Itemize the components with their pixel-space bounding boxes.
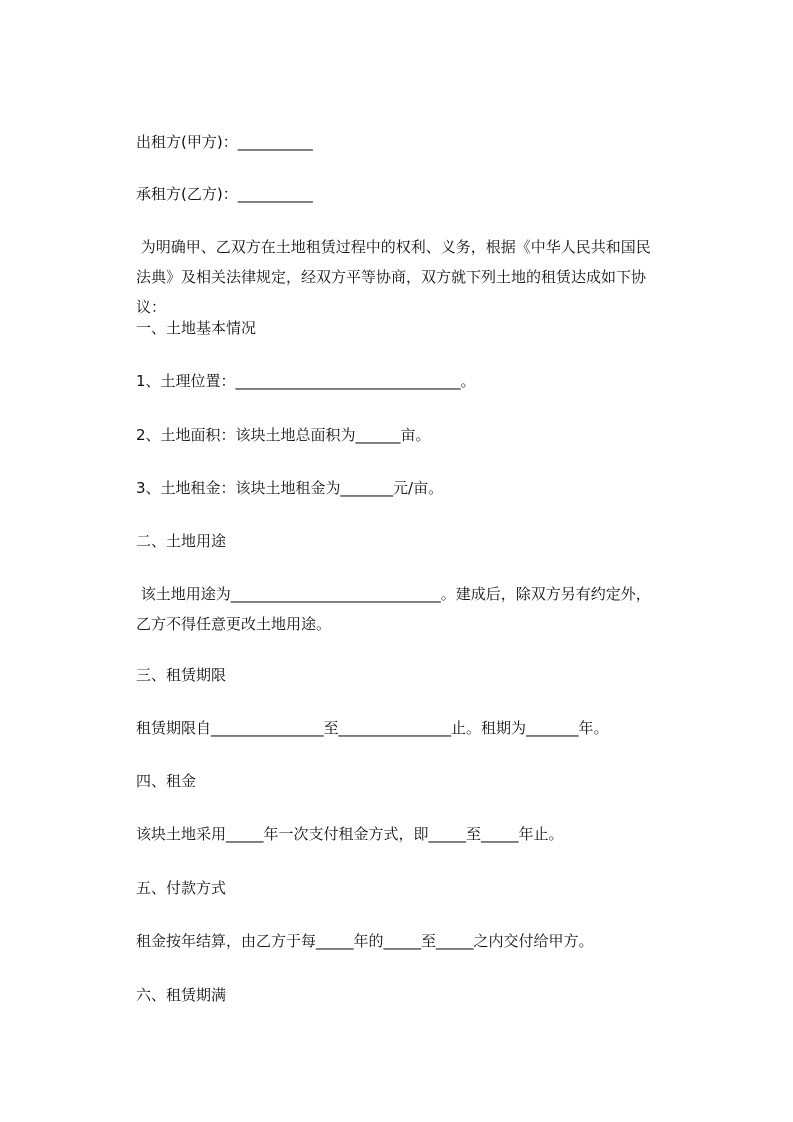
usage-paragraph: 该土地用途为____________________________。建成后，除双方另有约定外，乙方不得任意更改土地用途。 xyxy=(136,585,651,633)
rent-paragraph: 该块土地采用_____年一次支付租金方式，即_____至_____年止。 xyxy=(136,825,564,843)
section-4-title: 四、租金 xyxy=(136,772,197,790)
lessor-line: 出租方(甲方)：__________ xyxy=(136,133,313,151)
section-6-title: 六、租赁期满 xyxy=(136,986,227,1004)
item-3-rent: 3、土地租金：该块土地租金为_______元/亩。 xyxy=(136,479,444,497)
section-5-title: 五、付款方式 xyxy=(136,879,227,897)
section-2-title: 二、土地用途 xyxy=(136,532,227,550)
item-2-area: 2、土地面积：该块土地总面积为______亩。 xyxy=(136,426,431,444)
item-1-location: 1、土理位置：______________________________。 xyxy=(136,372,476,390)
term-paragraph: 租赁期限自_______________至_______________止。租期为_______年。 xyxy=(136,719,609,737)
intro-paragraph: 为明确甲、乙双方在土地租赁过程中的权利、义务，根据《中华人民共和国民法典》及相关法律规定，经双方平等协商，双方就下列土地的租赁达成如下协议： xyxy=(136,238,651,316)
section-1-title: 一、土地基本情况 xyxy=(136,319,257,337)
lessee-line: 承租方(乙方)：__________ xyxy=(136,185,313,203)
section-3-title: 三、租赁期限 xyxy=(136,666,227,684)
payment-paragraph: 租金按年结算，由乙方于每_____年的_____至_____之内交付给甲方。 xyxy=(136,932,594,950)
